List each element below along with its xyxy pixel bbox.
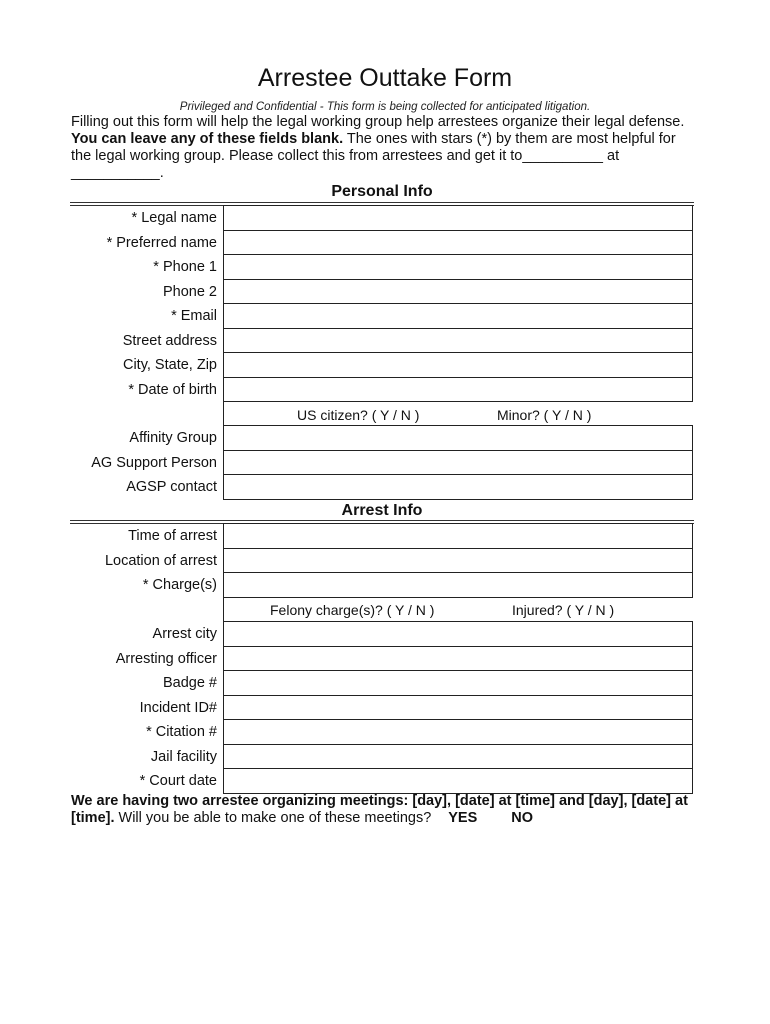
field-label: Time of arrest	[128, 528, 217, 544]
field-label: * Citation #	[146, 724, 217, 740]
field-input-box[interactable]	[223, 303, 693, 329]
felony-charges-question[interactable]: Felony charge(s)? ( Y / N )	[270, 602, 435, 618]
field-label: Arresting officer	[115, 650, 217, 667]
field-input-box[interactable]	[223, 377, 693, 403]
field-label: * Phone 1	[153, 259, 217, 275]
field-label: * Preferred name	[106, 234, 217, 251]
field-input-box[interactable]	[223, 474, 693, 500]
field-input-box[interactable]	[223, 254, 693, 280]
field-input-box[interactable]	[223, 450, 693, 476]
field-input-box[interactable]	[223, 523, 693, 549]
field-input-box[interactable]	[223, 205, 693, 231]
minor-question[interactable]: Minor? ( Y / N )	[497, 407, 592, 423]
field-input-box[interactable]	[223, 695, 693, 721]
field-label: * Court date	[139, 773, 217, 789]
field-input-box[interactable]	[223, 425, 693, 451]
personal-info-heading: Personal Info	[331, 183, 433, 200]
intro-paragraph	[71, 114, 691, 182]
field-input-box[interactable]	[223, 621, 693, 647]
intro-text-1: Filling out this form will help the legal working group help arrestees organize their legal defense.	[71, 114, 685, 130]
meetings-note	[71, 793, 691, 827]
field-label: Badge #	[162, 675, 217, 691]
field-label: * Email	[171, 308, 217, 324]
yes-option[interactable]: YES	[448, 810, 478, 826]
field-label: Phone 2	[162, 283, 217, 300]
field-label: Arrest city	[152, 626, 217, 642]
field-input-box[interactable]	[223, 328, 693, 354]
intro-bold: You can leave any of these fields blank.	[71, 131, 344, 147]
arrest-yn-divider	[223, 596, 224, 621]
field-label: Jail facility	[150, 748, 217, 765]
field-input-box[interactable]	[223, 670, 693, 696]
field-label: AG Support Person	[91, 454, 217, 471]
field-label: Affinity Group	[129, 430, 217, 446]
field-input-box[interactable]	[223, 279, 693, 305]
field-label: * Charge(s)	[142, 577, 217, 593]
field-label: * Legal name	[131, 210, 217, 226]
intro-text-2: The ones with stars (*) by them are most helpful for the legal working group. Please collect this from arrestees and get it to__________ at ___________.	[71, 131, 676, 181]
field-input-box[interactable]	[223, 744, 693, 770]
field-label: Street address	[122, 332, 217, 349]
field-input-box[interactable]	[223, 230, 693, 256]
field-input-box[interactable]	[223, 548, 693, 574]
us-citizen-question[interactable]: US citizen? ( Y / N )	[297, 407, 420, 423]
field-input-box[interactable]	[223, 572, 693, 598]
meetings-question: Will you be able to make one of these meetings?	[114, 810, 432, 826]
field-label: Incident ID#	[139, 699, 217, 716]
arrest-info-heading: Arrest Info	[341, 502, 423, 519]
field-input-box[interactable]	[223, 646, 693, 672]
no-option[interactable]: NO	[511, 810, 534, 826]
field-label: AGSP contact	[126, 479, 217, 495]
injured-question[interactable]: Injured? ( Y / N )	[512, 602, 615, 618]
form-title: Arrestee Outtake Form	[257, 64, 513, 92]
meetings-bold: We are having two arrestee organizing meetings: [day], [date] at [time] and [day], [date] at [time].	[71, 793, 688, 826]
personal-yn-divider	[223, 401, 224, 425]
field-input-box[interactable]	[223, 352, 693, 378]
confidentiality-notice: Privileged and Confidential - This form is being collected for anticipated litigation.	[179, 101, 591, 113]
field-label: Location of arrest	[104, 552, 217, 569]
field-input-box[interactable]	[223, 719, 693, 745]
field-input-box[interactable]	[223, 768, 693, 794]
field-label: * Date of birth	[128, 381, 217, 398]
field-label: City, State, Zip	[122, 357, 217, 373]
